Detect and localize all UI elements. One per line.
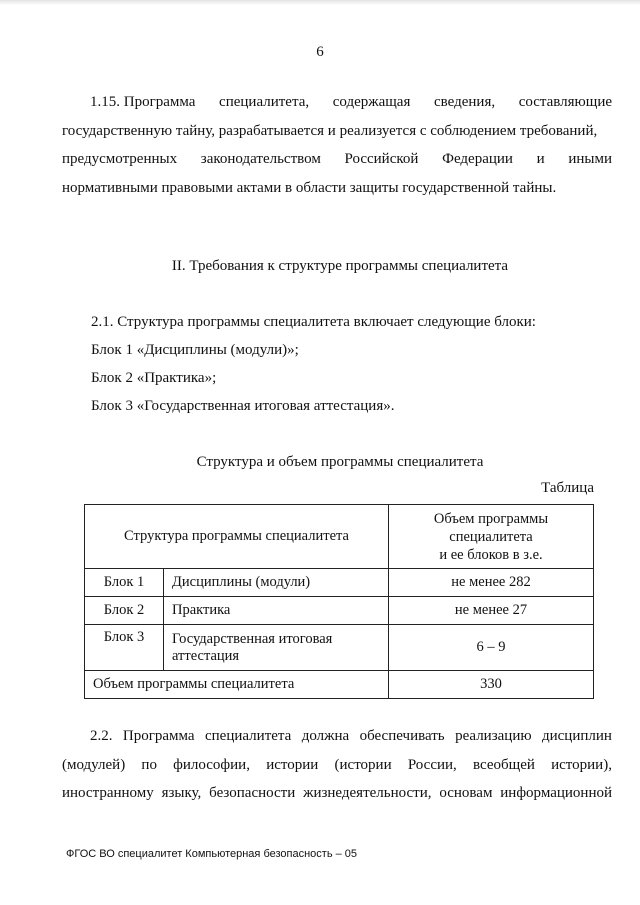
paragraph-1-15 [62, 88, 612, 202]
para-line [62, 88, 612, 117]
header-volume-line: Объем программы [433, 510, 549, 527]
word: истории [266, 756, 319, 773]
section-heading: II. Требования к структуре программы специалитета [171, 258, 509, 274]
paragraph-2-1: 2.1. Структура программы специалитета включает следующие блоки: [91, 314, 536, 330]
word: жизнедеятельности, [303, 785, 432, 801]
para-line: государственную тайну, разрабатывается и реализуется с соблюдением требований, [62, 122, 598, 139]
table-row [85, 625, 594, 671]
word: реализацию [455, 728, 532, 744]
row-name: Практика [164, 597, 389, 625]
word: информационной [500, 785, 612, 801]
page-number: 6 [316, 44, 324, 60]
header-volume-line: и ее блоков в з.е. [439, 546, 543, 563]
header-volume-line: специалитета [449, 528, 533, 545]
block-item: Блок 2 «Практика»; [91, 370, 217, 386]
word: России, [407, 756, 457, 773]
word: философии, [173, 756, 250, 773]
word: законодательством [200, 151, 321, 167]
word: языку, [161, 785, 202, 801]
word: основам [439, 785, 493, 801]
block-item: Блок 1 «Дисциплины (модули)»; [91, 342, 299, 358]
table-header-row [85, 505, 594, 569]
word: сведения, [433, 94, 496, 110]
word: (модулей) [62, 756, 126, 773]
header-structure: Структура программы специалитета [85, 505, 389, 569]
word: Федерации [442, 151, 513, 167]
para-line [62, 751, 612, 780]
word: содержащая [332, 94, 411, 110]
block-item: Блок 3 «Государственная итоговая аттестация». [91, 398, 395, 414]
table-label: Таблица [541, 480, 594, 496]
word: всеобщей [473, 756, 535, 773]
row-block: Блок 3 [85, 625, 164, 671]
para-line: нормативными правовыми актами в области защиты государственной тайны. [62, 179, 557, 196]
program-structure-table [84, 504, 594, 699]
row-name: Дисциплины (модули) [164, 569, 389, 597]
total-label: Объем программы специалитета [85, 671, 389, 699]
total-value: 330 [389, 671, 594, 699]
row-name-line: аттестация [172, 647, 240, 664]
table-caption: Структура и объем программы специалитета [196, 454, 484, 470]
word: дисциплин [541, 728, 612, 744]
row-name-line: Государственная итоговая [172, 630, 333, 647]
para-line [62, 779, 612, 808]
word: специалитета, [219, 94, 310, 110]
row-volume: 6 – 9 [389, 625, 594, 671]
table-total-row [85, 671, 594, 699]
word: иностранному [62, 785, 154, 801]
paragraph-2-2 [62, 722, 612, 808]
word: 2.2. [90, 728, 113, 744]
table-row [85, 569, 594, 597]
row-name [164, 625, 389, 671]
word: иными [568, 151, 612, 167]
word: составляющие [518, 94, 612, 110]
word: Программа [122, 728, 195, 744]
header-volume [389, 505, 594, 569]
para-line [62, 145, 612, 174]
scan-edge [0, 0, 640, 5]
word: обеспечивать [359, 728, 445, 744]
footer-text: ФГОС ВО специалитет Компьютерная безопасность – 05 [66, 848, 358, 860]
word: по [141, 756, 157, 773]
row-volume: не менее 282 [389, 569, 594, 597]
word: и [536, 151, 545, 167]
word: (истории [334, 756, 392, 773]
word: безопасности [209, 785, 296, 801]
para-line [62, 722, 612, 751]
word: должна [301, 728, 350, 744]
table-row [85, 597, 594, 625]
word: истории), [551, 756, 612, 773]
word: Российской [344, 151, 419, 167]
row-volume: не менее 27 [389, 597, 594, 625]
word: предусмотренных [62, 151, 178, 167]
word: специалитета [205, 728, 292, 744]
word: 1.15. Программа [90, 94, 196, 110]
row-block: Блок 1 [85, 569, 164, 597]
row-block: Блок 2 [85, 597, 164, 625]
